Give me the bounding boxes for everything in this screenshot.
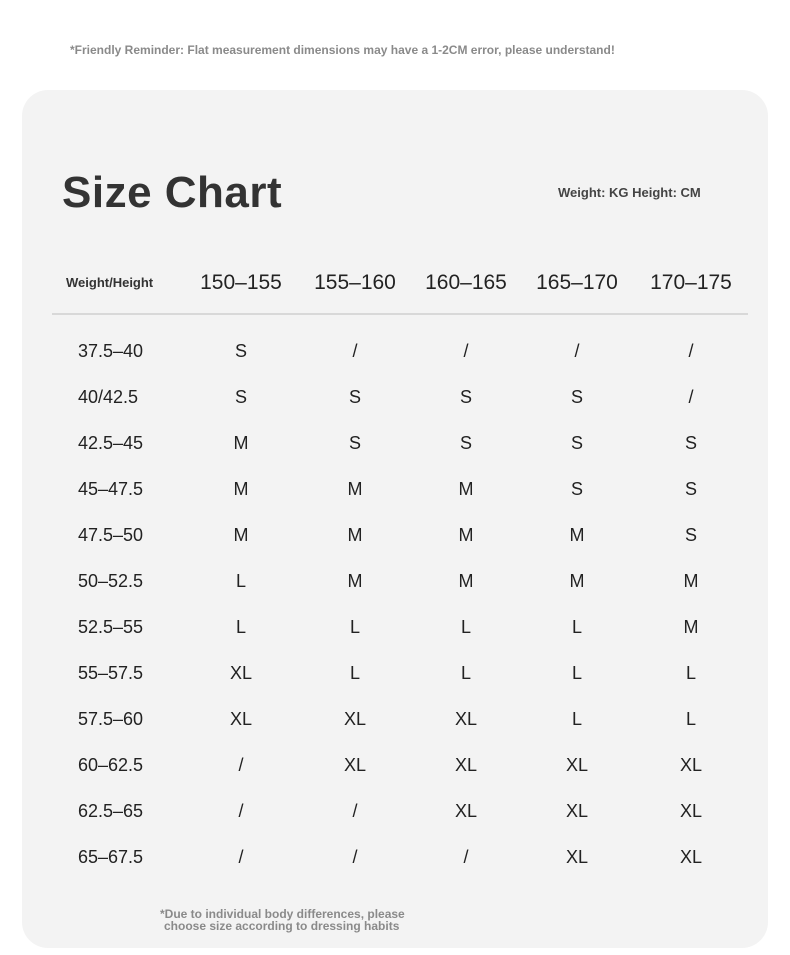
- size-cell: XL: [454, 801, 478, 821]
- size-cell: M: [569, 571, 585, 591]
- size-cell: /: [688, 387, 694, 407]
- size-cell: M: [458, 525, 474, 545]
- size-cell: /: [352, 847, 358, 867]
- size-cell: M: [458, 571, 474, 591]
- size-cell: L: [685, 663, 696, 683]
- size-cell: /: [688, 341, 694, 361]
- weight-cell: 55–57.5: [78, 663, 144, 683]
- table-corner-label: Weight/Height: [66, 275, 154, 290]
- size-cell: S: [234, 387, 247, 407]
- size-cell: S: [459, 433, 472, 453]
- measurement-reminder: *Friendly Reminder: Flat measurement dimensions may have a 1-2CM error, please understand!: [70, 43, 615, 57]
- size-cell: /: [238, 847, 244, 867]
- size-cell: /: [352, 801, 358, 821]
- weight-cell: 50–52.5: [78, 571, 144, 591]
- size-cell: XL: [454, 755, 478, 775]
- size-cell: XL: [229, 709, 253, 729]
- size-cell: S: [570, 387, 583, 407]
- size-cell: M: [233, 525, 249, 545]
- size-cell: XL: [454, 709, 478, 729]
- table-row: [22, 617, 768, 647]
- size-cell: /: [352, 341, 358, 361]
- sizing-note-line: choose size according to dressing habits: [164, 919, 400, 933]
- size-cell: M: [569, 525, 585, 545]
- table-row: [22, 663, 768, 693]
- units-label: Weight: KG Height: CM: [558, 185, 701, 200]
- page-title: Size Chart: [62, 168, 283, 217]
- size-cell: S: [348, 387, 361, 407]
- size-cell: /: [463, 341, 469, 361]
- size-chart-card: [22, 90, 768, 948]
- size-cell: /: [238, 755, 244, 775]
- size-cell: M: [347, 571, 363, 591]
- size-cell: XL: [679, 847, 703, 867]
- size-cell: S: [684, 525, 697, 545]
- size-cell: S: [570, 433, 583, 453]
- weight-cell: 62.5–65: [78, 801, 144, 821]
- sizing-note-line: *Due to individual body differences, please: [160, 907, 405, 921]
- table-row: [22, 755, 768, 785]
- table-row: [22, 801, 768, 831]
- size-cell: XL: [343, 755, 367, 775]
- table-row: [22, 709, 768, 739]
- size-cell: S: [459, 387, 472, 407]
- size-cell: L: [235, 617, 246, 637]
- weight-cell: 40/42.5: [78, 387, 139, 407]
- column-header: 150–155: [200, 271, 282, 294]
- table-row: [22, 571, 768, 601]
- table-row: [22, 387, 768, 417]
- weight-cell: 52.5–55: [78, 617, 144, 637]
- size-cell: XL: [565, 755, 589, 775]
- size-cell: L: [571, 617, 582, 637]
- column-header: 155–160: [314, 271, 396, 294]
- weight-cell: 37.5–40: [78, 341, 144, 361]
- table-row: [22, 341, 768, 371]
- size-cell: XL: [679, 801, 703, 821]
- size-cell: L: [460, 617, 471, 637]
- size-cell: S: [234, 341, 247, 361]
- size-cell: L: [460, 663, 471, 683]
- size-cell: M: [683, 617, 699, 637]
- table-row: [22, 433, 768, 463]
- size-cell: M: [683, 571, 699, 591]
- size-cell: S: [684, 433, 697, 453]
- weight-cell: 42.5–45: [78, 433, 144, 453]
- size-cell: XL: [343, 709, 367, 729]
- size-cell: L: [571, 709, 582, 729]
- weight-cell: 60–62.5: [78, 755, 144, 775]
- size-cell: L: [571, 663, 582, 683]
- sizing-note: [160, 908, 405, 932]
- size-cell: XL: [229, 663, 253, 683]
- weight-cell: 45–47.5: [78, 479, 144, 499]
- column-header: 165–170: [536, 271, 618, 294]
- size-cell: /: [238, 801, 244, 821]
- size-cell: M: [347, 525, 363, 545]
- size-cell: L: [349, 617, 360, 637]
- size-cell: L: [235, 571, 246, 591]
- size-cell: L: [685, 709, 696, 729]
- table-row: [22, 847, 768, 877]
- weight-cell: 57.5–60: [78, 709, 144, 729]
- size-cell: M: [233, 479, 249, 499]
- size-cell: /: [463, 847, 469, 867]
- header-divider: [52, 313, 748, 315]
- size-cell: M: [458, 479, 474, 499]
- size-cell: S: [684, 479, 697, 499]
- column-header: 160–165: [425, 271, 507, 294]
- size-cell: XL: [565, 801, 589, 821]
- size-cell: M: [347, 479, 363, 499]
- weight-cell: 65–67.5: [78, 847, 144, 867]
- size-cell: /: [574, 341, 580, 361]
- size-cell: L: [349, 663, 360, 683]
- size-cell: S: [570, 479, 583, 499]
- size-cell: M: [233, 433, 249, 453]
- weight-cell: 47.5–50: [78, 525, 144, 545]
- table-row: [22, 479, 768, 509]
- size-cell: XL: [565, 847, 589, 867]
- column-header: 170–175: [650, 271, 732, 294]
- size-cell: S: [348, 433, 361, 453]
- size-cell: XL: [679, 755, 703, 775]
- table-row: [22, 525, 768, 555]
